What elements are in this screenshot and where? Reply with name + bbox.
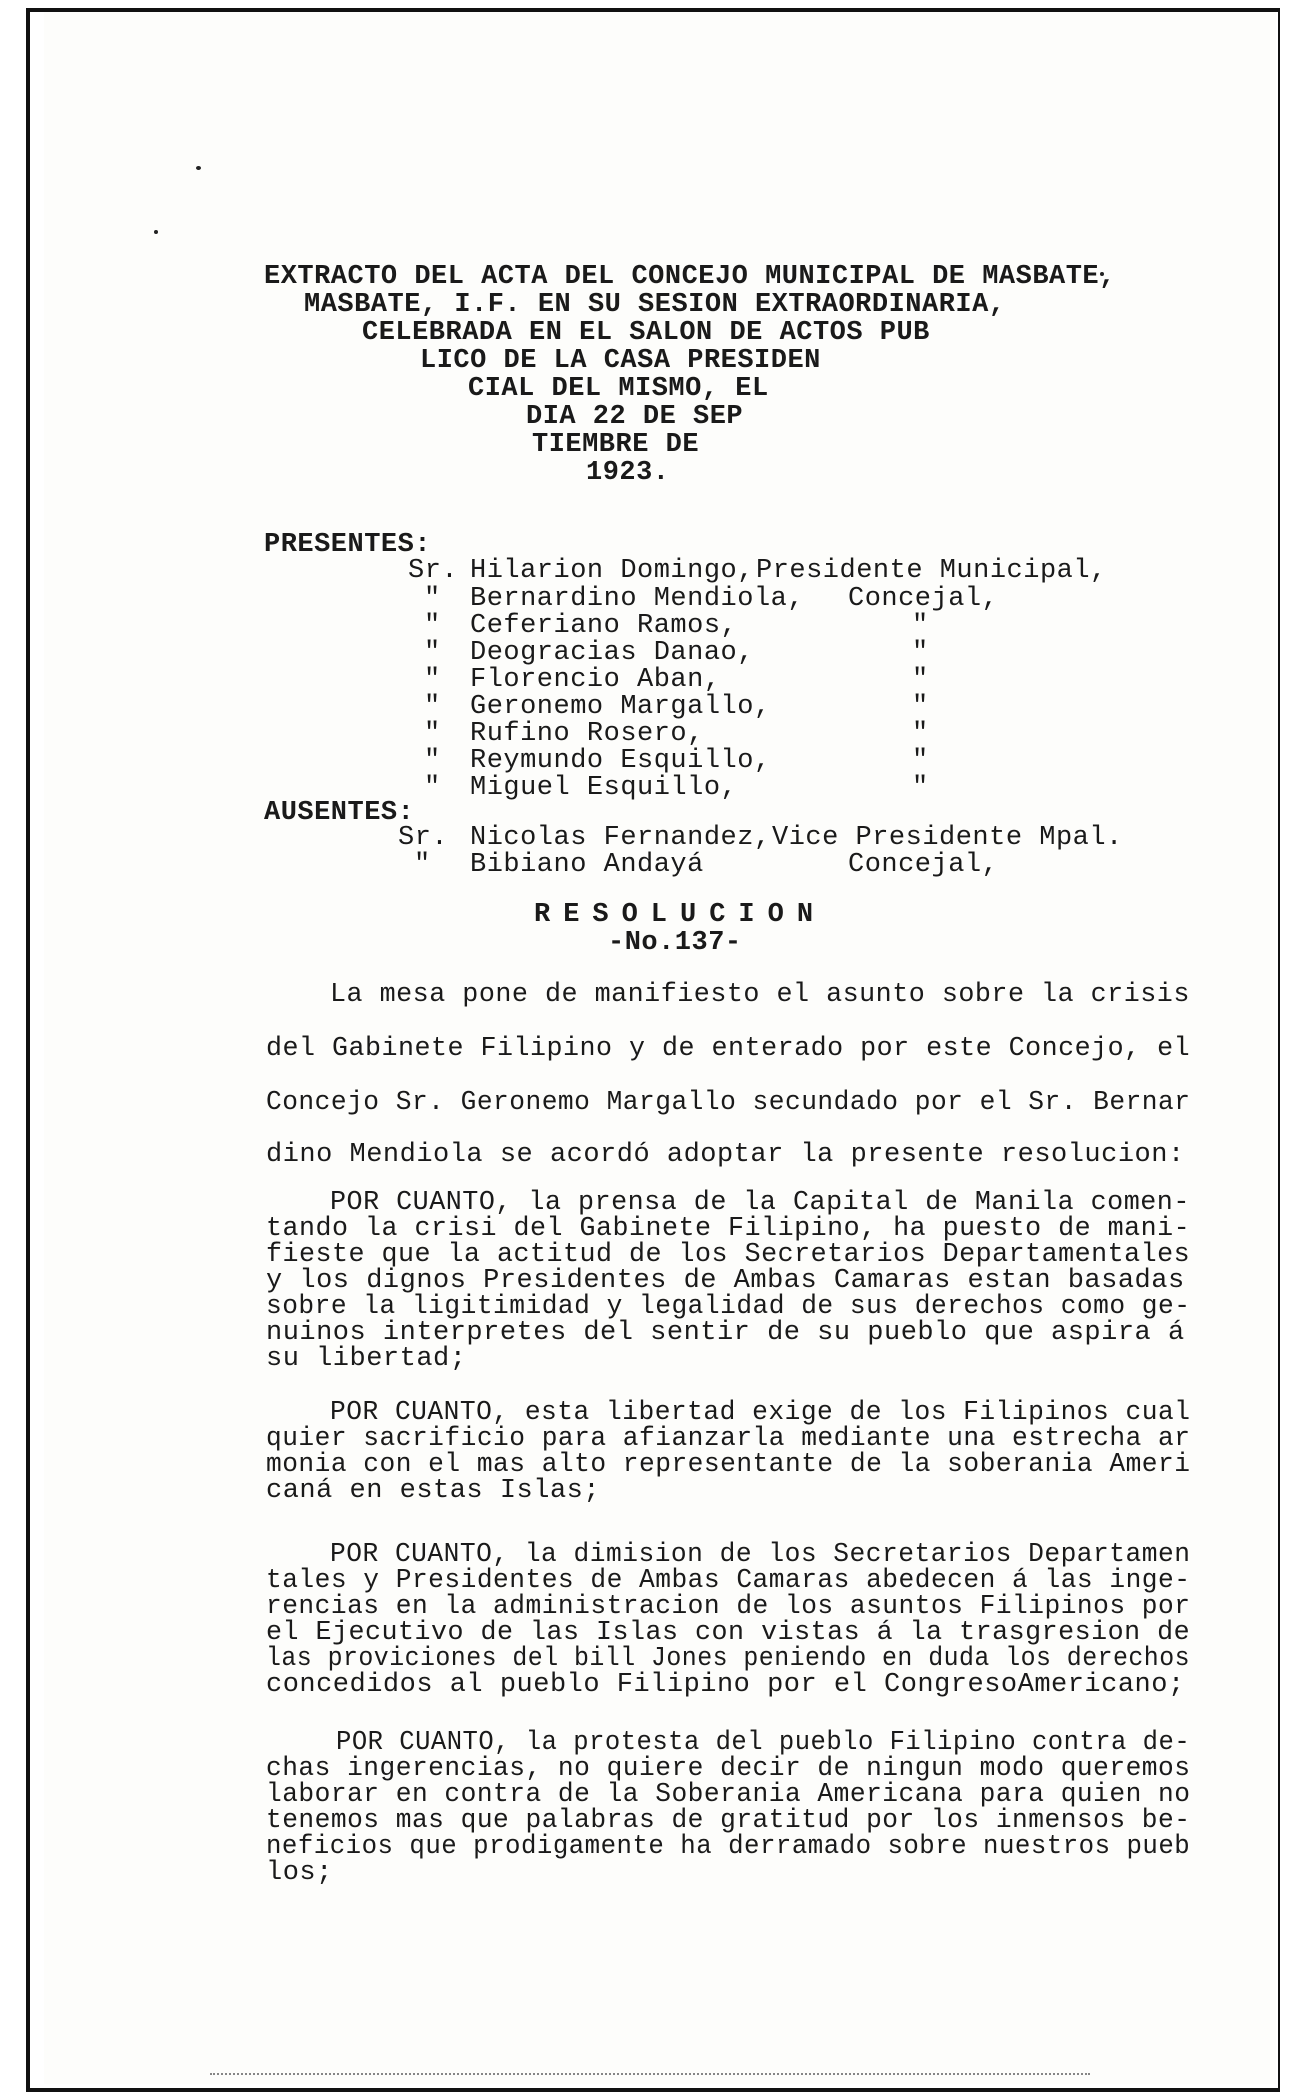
- presentes-label: PRESENTES:: [264, 530, 432, 560]
- header-line-8: 1923.: [586, 458, 670, 488]
- presentes-role: ": [912, 638, 929, 668]
- header-line-5: CIAL DEL MISMO, EL: [468, 374, 769, 404]
- paragraph-line: sobre la ligitimidad y legalidad de sus derechos como ge-: [266, 1292, 1191, 1322]
- resolucion-title: RESOLUCION: [534, 900, 827, 930]
- presentes-role: Presidente Municipal,: [756, 556, 1107, 586]
- ausentes-prefix: Sr.: [398, 823, 449, 853]
- paragraph-line: y los dignos Presidentes de Ambas Camaras estan basadas: [266, 1266, 1185, 1296]
- paragraph-line: el Ejecutivo de las Islas con vistas á la trasgresion de: [266, 1618, 1191, 1648]
- header-line-7: TIEMBRE DE: [532, 430, 700, 460]
- presentes-name: Florencio Aban,: [470, 665, 721, 695]
- presentes-name: Bernardino Mendiola,: [470, 584, 805, 614]
- paragraph-line: caná en estas Islas;: [266, 1476, 601, 1506]
- presentes-prefix: ": [424, 719, 441, 749]
- paragraph-line: concedidos al pueblo Filipino por el CongresoAmericano;: [266, 1670, 1185, 1700]
- presentes-role: ": [912, 773, 929, 803]
- presentes-prefix: ": [424, 746, 441, 776]
- paragraph-line: tenemos mas que palabras de gratitud por los inmensos be-: [266, 1806, 1191, 1836]
- paragraph-line: quier sacrificio para afianzarla mediante una estrecha ar: [266, 1424, 1191, 1454]
- paragraph-line: los;: [266, 1858, 333, 1888]
- presentes-role: ": [912, 611, 929, 641]
- paragraph-line: laborar en contra de la Soberania Americana para quien no: [266, 1780, 1191, 1810]
- presentes-name: Geronemo Margallo,: [470, 692, 771, 722]
- presentes-role: ": [912, 746, 929, 776]
- paragraph-line: tales y Presidentes de Ambas Camaras abedecen á las inge-: [266, 1566, 1191, 1596]
- presentes-prefix: ": [424, 584, 441, 614]
- ausentes-name: Bibiano Andayá: [470, 850, 704, 880]
- presentes-name: Miguel Esquillo,: [470, 773, 738, 803]
- presentes-role: ": [912, 692, 929, 722]
- intro-line: del Gabinete Filipino y de enterado por este Concejo, el: [266, 1034, 1191, 1064]
- ausentes-prefix: ": [414, 850, 431, 880]
- paragraph-line: las proviciones del bill Jones peniendo en duda los derechos: [266, 1644, 1191, 1674]
- paragraph-line: tando la crisi del Gabinete Filipino, ha puesto de mani-: [266, 1214, 1191, 1244]
- intro-line: dino Mendiola se acordó adoptar la presente resolucion:: [266, 1140, 1185, 1170]
- header-line-2: MASBATE, I.F. EN SU SESION EXTRAORDINARIA,: [304, 290, 1006, 320]
- presentes-name: Hilarion Domingo,: [470, 556, 754, 586]
- presentes-prefix: ": [424, 773, 441, 803]
- paragraph-line: su libertad;: [266, 1344, 467, 1374]
- paragraph-line: neficios que prodigamente ha derramado sobre nuestros pueb: [266, 1832, 1191, 1862]
- presentes-role: Concejal,: [848, 584, 999, 614]
- presentes-prefix: Sr.: [408, 556, 459, 586]
- ink-speck: [154, 230, 158, 234]
- paragraph-line: rencias en la administracion de los asuntos Filipinos por: [266, 1592, 1191, 1622]
- header-line-6: DIA 22 DE SEP: [526, 402, 744, 432]
- paragraph-line: monia con el mas alto representante de la soberania Ameri: [266, 1450, 1191, 1480]
- presentes-name: Rufino Rosero,: [470, 719, 704, 749]
- presentes-prefix: ": [424, 611, 441, 641]
- header-line-3: CELEBRADA EN EL SALON DE ACTOS PUB: [362, 318, 930, 348]
- presentes-name: Ceferiano Ramos,: [470, 611, 738, 641]
- presentes-prefix: ": [424, 692, 441, 722]
- paragraph-line: POR CUANTO, la protesta del pueblo Filipino contra de-: [336, 1728, 1191, 1758]
- presentes-role: ": [912, 719, 929, 749]
- presentes-prefix: ": [424, 638, 441, 668]
- presentes-role: ": [912, 665, 929, 695]
- paragraph-line: POR CUANTO, la prensa de la Capital de Manila comen-: [330, 1188, 1190, 1218]
- intro-line: La mesa pone de manifiesto el asunto sobre la crisis: [330, 980, 1190, 1010]
- presentes-name: Reymundo Esquillo,: [470, 746, 771, 776]
- header-line-1: EXTRACTO DEL ACTA DEL CONCEJO MUNICIPAL DE MASBATE,: [264, 262, 1116, 292]
- paragraph-line: nuinos interpretes del sentir de su pueblo que aspira á: [266, 1318, 1185, 1348]
- ausentes-role: Vice Presidente Mpal.: [772, 823, 1123, 853]
- ausentes-role: Concejal,: [848, 850, 999, 880]
- header-line-4: LICO DE LA CASA PRESIDEN: [420, 346, 821, 376]
- presentes-name: Deogracias Danao,: [470, 638, 754, 668]
- paragraph-line: fieste que la actitud de los Secretarios Departamentales: [266, 1240, 1191, 1270]
- bottom-smudge: [210, 2055, 1090, 2075]
- ausentes-label: AUSENTES:: [264, 798, 415, 828]
- paragraph-line: POR CUANTO, esta libertad exige de los Filipinos cual: [330, 1398, 1191, 1428]
- paragraph-line: POR CUANTO, la dimision de los Secretarios Departamen: [330, 1540, 1191, 1570]
- ink-speck: [196, 166, 201, 170]
- ausentes-name: Nicolas Fernandez,: [470, 823, 771, 853]
- resolucion-number: -No.137-: [608, 928, 742, 958]
- presentes-prefix: ": [424, 665, 441, 695]
- intro-line: Concejo Sr. Geronemo Margallo secundado por el Sr. Bernar: [266, 1088, 1191, 1118]
- paragraph-line: chas ingerencias, no quiere decir de ningun modo queremos: [266, 1754, 1191, 1784]
